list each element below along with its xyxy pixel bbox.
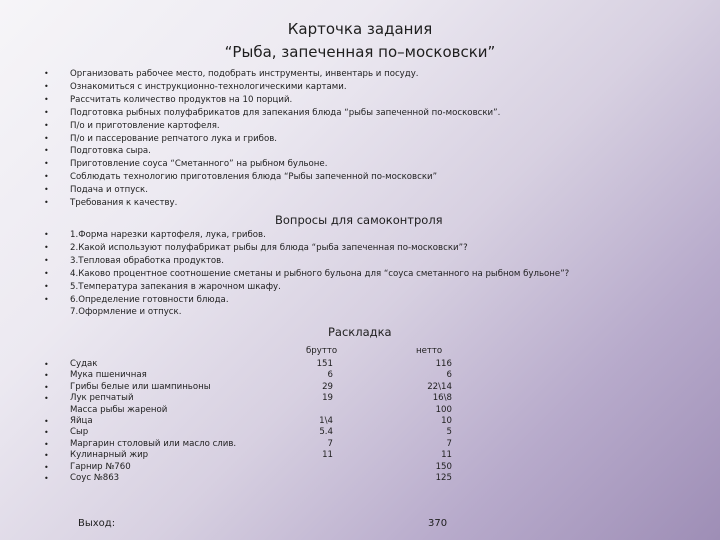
task-item: • П/о и пассерование репчатого лука и грибов. — [44, 133, 500, 146]
gross-value — [293, 462, 333, 473]
net-value: 125 — [435, 472, 452, 483]
yield-label: Выход: — [78, 518, 116, 529]
task-list — [44, 68, 500, 210]
net-value: 7 — [446, 438, 452, 449]
question-item: 7.Оформление и отпуск. — [70, 307, 182, 318]
card-title: Карточка задания — [287, 20, 433, 38]
net-column — [412, 359, 452, 484]
gross-column — [293, 359, 333, 484]
net-column-header: нетто — [416, 346, 443, 356]
task-item: • Соблюдать технологию приготовления блюда “Рыбы запеченной по-московски” — [44, 171, 500, 184]
ingredient-name: • Яйца — [44, 416, 236, 427]
question-item: • 4.Каково процентное соотношение сметаны и рыбного бульона для “соуса сметанного на рыбном бульоне”? — [44, 268, 569, 281]
ingredient-name: • Сыр — [44, 427, 236, 438]
gross-value: 29 — [322, 381, 333, 392]
gross-value: 11 — [322, 450, 333, 461]
net-value: 10 — [441, 415, 452, 426]
questions-heading: Вопросы для самоконтроля — [275, 213, 443, 227]
task-item: • Рассчитать количество продуктов на 10 порций. — [44, 94, 500, 107]
net-value: 6 — [446, 370, 452, 381]
gross-value: 1\4 — [319, 415, 333, 426]
net-value: 11 — [441, 450, 452, 461]
ingredient-name: • Кулинарный жир — [44, 450, 236, 461]
gross-value: 5.4 — [319, 427, 333, 438]
ingredient-name: • Судак — [44, 359, 236, 370]
net-value: 22\14 — [427, 381, 452, 392]
task-item: • Подготовка сыра. — [44, 145, 500, 158]
question-item: • 5.Температура запекания в жарочном шкафу. — [44, 281, 569, 294]
dish-title: “Рыба, запеченная по–московски” — [224, 43, 496, 61]
gross-value: 19 — [322, 393, 333, 404]
ingredient-name: Масса рыбы жареной — [70, 404, 168, 415]
gross-value: 6 — [327, 370, 333, 381]
task-item: • Требования к качеству. — [44, 197, 500, 210]
task-item: • Приготовление соуса “Сметанного” на рыбном бульоне. — [44, 158, 500, 171]
question-item: • 3.Тепловая обработка продуктов. — [44, 255, 569, 268]
ingredient-name: • Соус №863 — [44, 473, 236, 484]
question-item: • 1.Форма нарезки картофеля, лука, грибов. — [44, 229, 569, 242]
net-value: 5 — [446, 427, 452, 438]
ingredient-name: • Мука пшеничная — [44, 370, 236, 381]
net-value: 150 — [435, 461, 452, 472]
net-value: 16\8 — [432, 393, 452, 404]
ingredient-name: • Лук репчатый — [44, 393, 236, 404]
gross-value — [293, 473, 333, 484]
question-item: • 6.Определение готовности блюда. — [44, 294, 569, 307]
task-item: • П/о и приготовление картофеля. — [44, 120, 500, 133]
net-value: 116 — [435, 359, 452, 369]
ingredient-name: • Гарнир №760 — [44, 462, 236, 473]
gross-column-header: брутто — [306, 346, 338, 356]
net-value: 100 — [435, 404, 452, 415]
task-item: • Организовать рабочее место, подобрать инструменты, инвентарь и посуду. — [44, 68, 500, 81]
layout-heading: Раскладка — [328, 325, 392, 339]
gross-value — [293, 405, 333, 416]
gross-value: 7 — [327, 438, 333, 449]
ingredient-name: • Маргарин столовый или масло слив. — [44, 439, 236, 450]
task-item: • Подача и отпуск. — [44, 184, 500, 197]
ingredient-list — [44, 359, 236, 484]
question-list — [44, 229, 569, 319]
gross-value: 151 — [316, 359, 333, 369]
ingredient-name: • Грибы белые или шампиньоны — [44, 382, 236, 393]
task-item: • Подготовка рыбных полуфабрикатов для запекания блюда “рыбы запеченной по-московски”. — [44, 107, 500, 120]
task-item: • Ознакомиться с инструкционно-технологическими картами. — [44, 81, 500, 94]
question-item: • 2.Какой используют полуфабрикат рыбы для блюда “рыба запеченная по-московски”? — [44, 242, 569, 255]
yield-value: 370 — [428, 518, 448, 529]
